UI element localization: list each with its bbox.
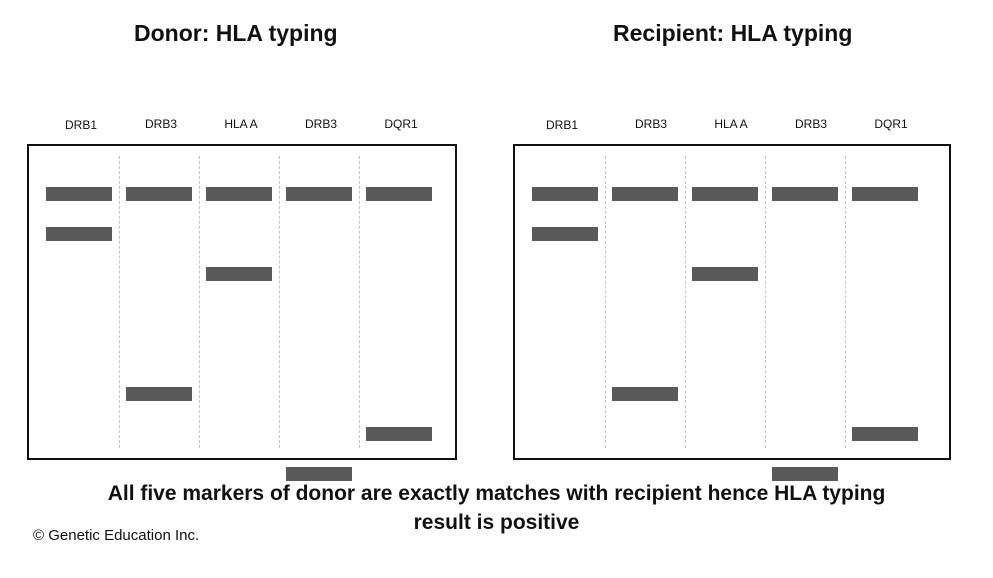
recipient-band-lane1-1: [532, 187, 598, 201]
donor-panel-title: Donor: HLA typing: [134, 20, 338, 46]
recipient-band-lane2-1: [612, 187, 678, 201]
donor-band-lane1-2: [46, 227, 112, 241]
recipient-band-lane2-2: [612, 387, 678, 401]
recipient-panel-title: Recipient: HLA typing: [613, 20, 853, 46]
donor-lane-divider-4: [359, 156, 360, 448]
recipient-lane-label-5: DQR1: [874, 117, 908, 131]
donor-band-lane3-1: [206, 187, 272, 201]
recipient-gel: [513, 144, 951, 460]
donor-lane-label-5: DQR1: [384, 117, 418, 131]
recipient-band-lane1-2: [532, 227, 598, 241]
recipient-lane-label-3: HLA A: [714, 117, 748, 131]
donor-band-lane5-2: [366, 427, 432, 441]
donor-lane-label-3: HLA A: [224, 117, 258, 131]
donor-lane-label-4: DRB3: [304, 117, 337, 131]
recipient-band-lane3-2: [692, 267, 758, 281]
copyright-notice: © Genetic Education Inc.: [33, 527, 200, 544]
donor-band-lane3-2: [206, 267, 272, 281]
recipient-band-lane5-2: [852, 427, 918, 441]
donor-gel: [27, 144, 457, 460]
caption-line-1: All five markers of donor are exactly matches with recipient hence HLA typing: [107, 482, 886, 505]
donor-lane-label-2: DRB3: [144, 117, 177, 131]
donor-lane-label-1: DRB1: [64, 118, 97, 132]
recipient-lane-label-2: DRB3: [634, 117, 667, 131]
donor-band-lane2-1: [126, 187, 192, 201]
recipient-lane-divider-2: [685, 156, 686, 448]
recipient-lane-divider-3: [765, 156, 766, 448]
donor-lane-divider-1: [119, 156, 120, 448]
donor-lane-divider-2: [199, 156, 200, 448]
recipient-band-lane3-1: [692, 187, 758, 201]
donor-lane-divider-3: [279, 156, 280, 448]
caption-line-2: result is positive: [413, 511, 580, 534]
recipient-band-lane4-1: [772, 187, 838, 201]
donor-band-lane1-1: [46, 187, 112, 201]
donor-band-lane4-1: [286, 187, 352, 201]
recipient-lane-label-1: DRB1: [545, 118, 578, 132]
recipient-lane-label-4: DRB3: [794, 117, 827, 131]
recipient-band-lane5-1: [852, 187, 918, 201]
recipient-lane-divider-4: [845, 156, 846, 448]
donor-band-lane2-2: [126, 387, 192, 401]
recipient-lane-divider-1: [605, 156, 606, 448]
donor-band-lane5-1: [366, 187, 432, 201]
